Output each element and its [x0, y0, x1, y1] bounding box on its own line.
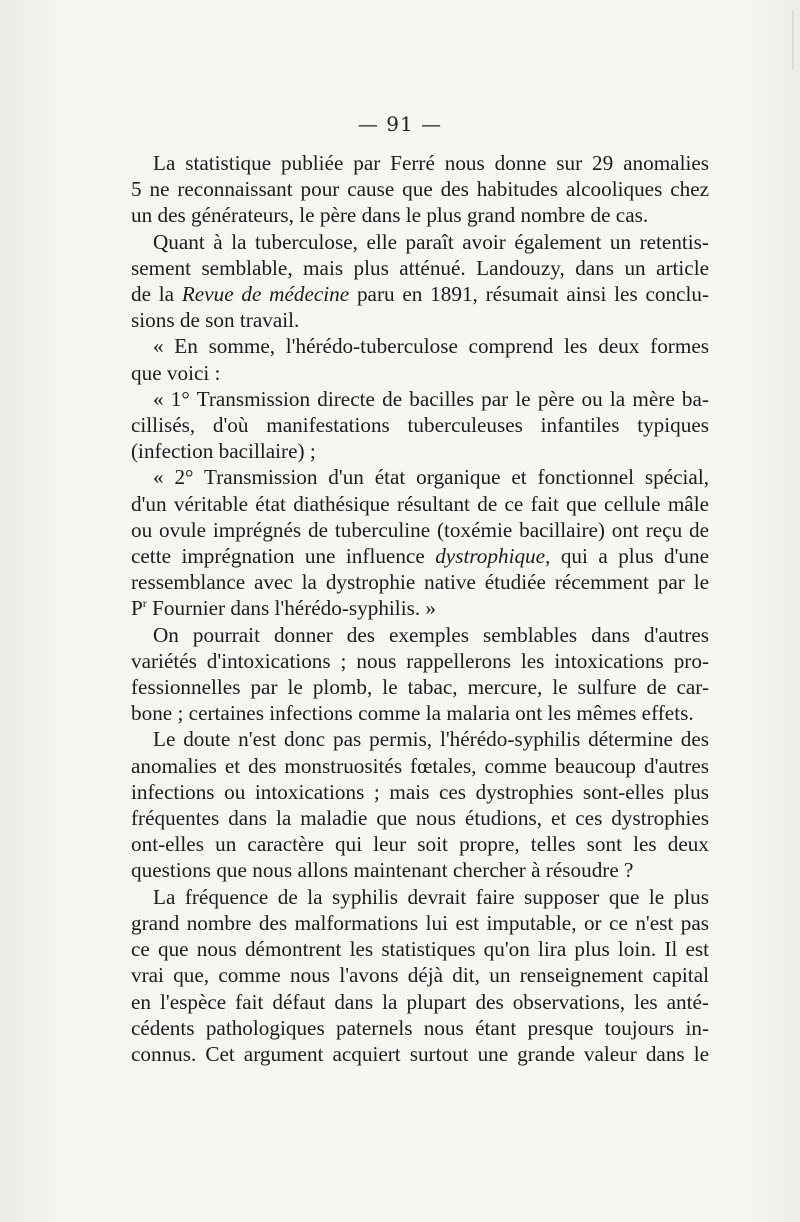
italic-term: dystrophique, — [435, 544, 551, 569]
text-line: infections ou intoxications ; mais ces dystrophies sont-elles plus — [131, 779, 709, 804]
text-line: anomalies et des monstruosités fœtales, comme beaucoup d'autres — [131, 753, 709, 778]
text-line: La statistique publiée par Ferré nous donne sur 29 anomalies — [153, 151, 709, 175]
text-line: Le doute n'est donc pas permis, l'hérédo-syphilis détermine des — [153, 727, 709, 752]
text-line: ressemblance avec la dystrophie native étudiée récemment par le — [131, 570, 709, 595]
text-line: connus. Cet argument acquiert surtout une grande valeur dans le — [131, 1041, 709, 1066]
superscript: r — [142, 596, 147, 611]
text-line: grand nombre des malformations lui est imputable, or ce n'est pas — [131, 910, 709, 935]
text-line: que voici : — [131, 360, 221, 385]
text-line: cédents pathologiques paternels nous étant presque toujours in- — [131, 1015, 709, 1040]
text-line: On pourrait donner des exemples semblables dans d'autres — [153, 622, 709, 647]
journal-title: Revue de médecine — [181, 282, 350, 307]
text-line: ont-elles un caractère qui leur soit propre, telles sont les deux — [131, 832, 709, 857]
text-line: « 2° Transmission d'un état organique et fonctionnel spécial, — [153, 465, 709, 490]
text-line: 5 ne reconnaissant pour cause que des habitudes alcooliques chez — [131, 177, 709, 202]
text-line: un des générateurs, le père dans le plus grand nombre de cas. — [131, 203, 649, 228]
text-fragment: paru en 1891, résumait ainsi les conclu- — [349, 282, 709, 307]
text-line: vrai que, comme nous l'avons déjà dit, un renseignement capital — [131, 963, 709, 988]
text-line-with-italic — [131, 281, 709, 307]
text-line: Quant à la tuberculose, elle paraît avoir également un retentis- — [153, 229, 709, 254]
text-line: variétés d'intoxications ; nous rappellerons les intoxications pro- — [131, 648, 709, 673]
text-line: d'un véritable état diathésique résultant de ce fait que cellule mâle — [131, 491, 709, 516]
text-line: fessionnelles par le plomb, le tabac, mercure, le sulfure de car- — [131, 675, 709, 700]
page-number: — 91 — — [357, 112, 443, 136]
text-line: (infection bacillaire) ; — [131, 439, 316, 464]
text-line-with-italic — [131, 543, 709, 569]
text-line: ou ovule imprégnés de tuberculine (toxémie bacillaire) ont reçu de — [131, 517, 709, 542]
text-line: cillisés, d'où manifestations tuberculeuses infantiles typiques — [131, 413, 709, 438]
text-fragment: de la — [131, 282, 182, 307]
text-fragment: Fournier dans l'hérédo-syphilis. » — [146, 596, 437, 621]
text-line: « En somme, l'hérédo-tuberculose comprend les deux formes — [153, 334, 709, 359]
text-fragment: P — [131, 596, 143, 621]
scan-edge-mark — [792, 10, 794, 70]
text-line: sement semblable, mais plus atténué. Landouzy, dans un article — [131, 255, 709, 280]
text-line: ce que nous démontrent les statistiques qu'on lira plus loin. Il est — [131, 937, 709, 962]
text-line-with-superscript — [131, 595, 709, 621]
text-line: sions de son travail. — [131, 308, 300, 333]
text-line: en l'espèce fait défaut dans la plupart des observations, les anté- — [131, 989, 709, 1014]
text-line: fréquentes dans la maladie que nous étudions, et ces dystrophies — [131, 806, 709, 831]
body-text — [131, 150, 709, 1067]
text-line: bone ; certaines infections comme la malaria ont les mêmes effets. — [131, 701, 694, 726]
text-line: « 1° Transmission directe de bacilles par le père ou la mère ba- — [153, 386, 709, 411]
text-line: La fréquence de la syphilis devrait faire supposer que le plus — [153, 884, 709, 909]
text-fragment: qui a plus d'une — [550, 544, 709, 569]
text-fragment: cette imprégnation une influence — [131, 544, 436, 569]
text-line: questions que nous allons maintenant chercher à résoudre ? — [131, 858, 634, 883]
